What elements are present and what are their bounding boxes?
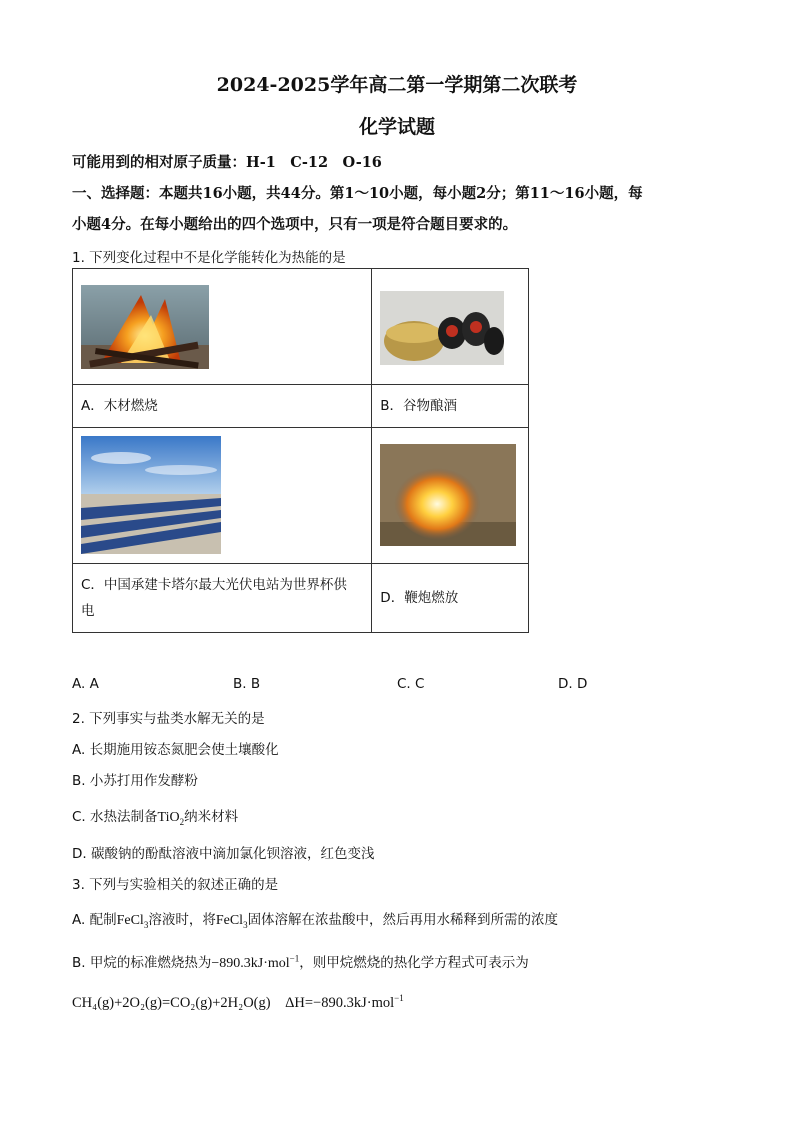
question-2-option-d: D. 碳酸钠的酚酞溶液中滴加氯化钡溶液，红色变浅: [72, 846, 375, 862]
enthalpy-superscript: −1: [289, 953, 300, 964]
question-3-option-b: [72, 951, 529, 972]
equation-superscript: −1: [394, 993, 404, 1004]
tio2-formula: [158, 810, 185, 825]
option-d-image-cell: [372, 428, 528, 563]
fecl3-formula-1: [117, 913, 149, 928]
option-c-label-line1: C．中国承建卡塔尔最大光伏电站为世界杯供: [81, 577, 347, 593]
option-b-image-cell: [372, 269, 528, 384]
answer-choice-d[interactable]: D. D: [558, 676, 588, 692]
tio2-text: TiO: [157, 810, 180, 825]
option-c-image-cell: [73, 428, 371, 563]
q2-c-prefix: C. 水热法制备: [72, 809, 158, 825]
fecl3-text-1: FeCl: [116, 913, 144, 928]
enthalpy-value: [211, 953, 300, 971]
fecl3-formula-2: [216, 913, 248, 928]
exam-title: 2024-2025学年高二第一学期第二次联考: [216, 74, 578, 96]
grain-wine-image: [380, 291, 504, 365]
q3-b-prefix: B. 甲烷的标准燃烧热为: [72, 955, 212, 971]
question-2-option-b: B. 小苏打用作发酵粉: [72, 773, 198, 789]
option-d-label: D．鞭炮燃放: [380, 590, 459, 606]
question-3-option-a: [72, 908, 558, 930]
question-1-options-table: [72, 268, 529, 633]
q3-a-prefix: A. 配制: [72, 912, 117, 928]
firecracker-explosion-image: [380, 444, 516, 546]
option-c-label: [73, 564, 371, 632]
campfire-image: [81, 285, 209, 369]
fecl3-text-2: FeCl: [215, 913, 244, 928]
q3-b-suffix: ，则甲烷燃烧的热化学方程式可表示为: [299, 955, 529, 971]
option-c-label-line2: 电: [81, 603, 95, 619]
thermochemical-equation: [72, 991, 404, 1012]
question-2-option-a: A. 长期施用铵态氮肥会使土壤酸化: [72, 742, 279, 758]
solar-farm-image: [81, 436, 221, 554]
section-heading-line1: 一、选择题：本题共16小题，共44分。第1～10小题，每小题2分；第11～16小题，每: [72, 185, 643, 202]
tio2-subscript: 2: [179, 816, 185, 827]
q2-c-suffix: 纳米材料: [184, 809, 239, 825]
question-2-option-c: [72, 805, 238, 827]
question-2-stem: 2. 下列事实与盐类水解无关的是: [72, 711, 265, 727]
answer-choice-b[interactable]: B. B: [233, 676, 261, 692]
option-a-label: A．木材燃烧: [81, 398, 158, 414]
option-a-image-cell: [73, 269, 371, 384]
fecl3-sub-2: 3: [243, 919, 248, 930]
fecl3-sub-1: 3: [143, 919, 149, 930]
subject-title: 化学试题: [358, 116, 435, 138]
section-heading-line2: 小题4分。在每小题给出的四个选项中，只有一项是符合题目要求的。: [72, 216, 518, 233]
option-b-label: B．谷物酿酒: [380, 398, 458, 414]
question-1-stem: 1. 下列变化过程中不是化学能转化为热能的是: [72, 250, 346, 266]
equation-text: CH₄(g)+2O₂(g)=CO₂(g)+2H₂O(g) ΔH=−890.3kJ·mol: [72, 995, 395, 1011]
q3-a-suffix: 固体溶解在浓盐酸中，然后再用水稀释到所需的浓度: [247, 912, 559, 928]
q3-a-middle: 溶液时，将: [148, 912, 216, 928]
atomic-masses: 可能用到的相对原子质量：H-1 C-12 O-16: [72, 154, 382, 171]
question-3-stem: 3. 下列与实验相关的叙述正确的是: [72, 877, 279, 893]
enthalpy-text: −890.3kJ·mol: [211, 956, 290, 971]
answer-choice-c[interactable]: C. C: [397, 676, 425, 692]
answer-choice-a[interactable]: A. A: [72, 676, 99, 692]
